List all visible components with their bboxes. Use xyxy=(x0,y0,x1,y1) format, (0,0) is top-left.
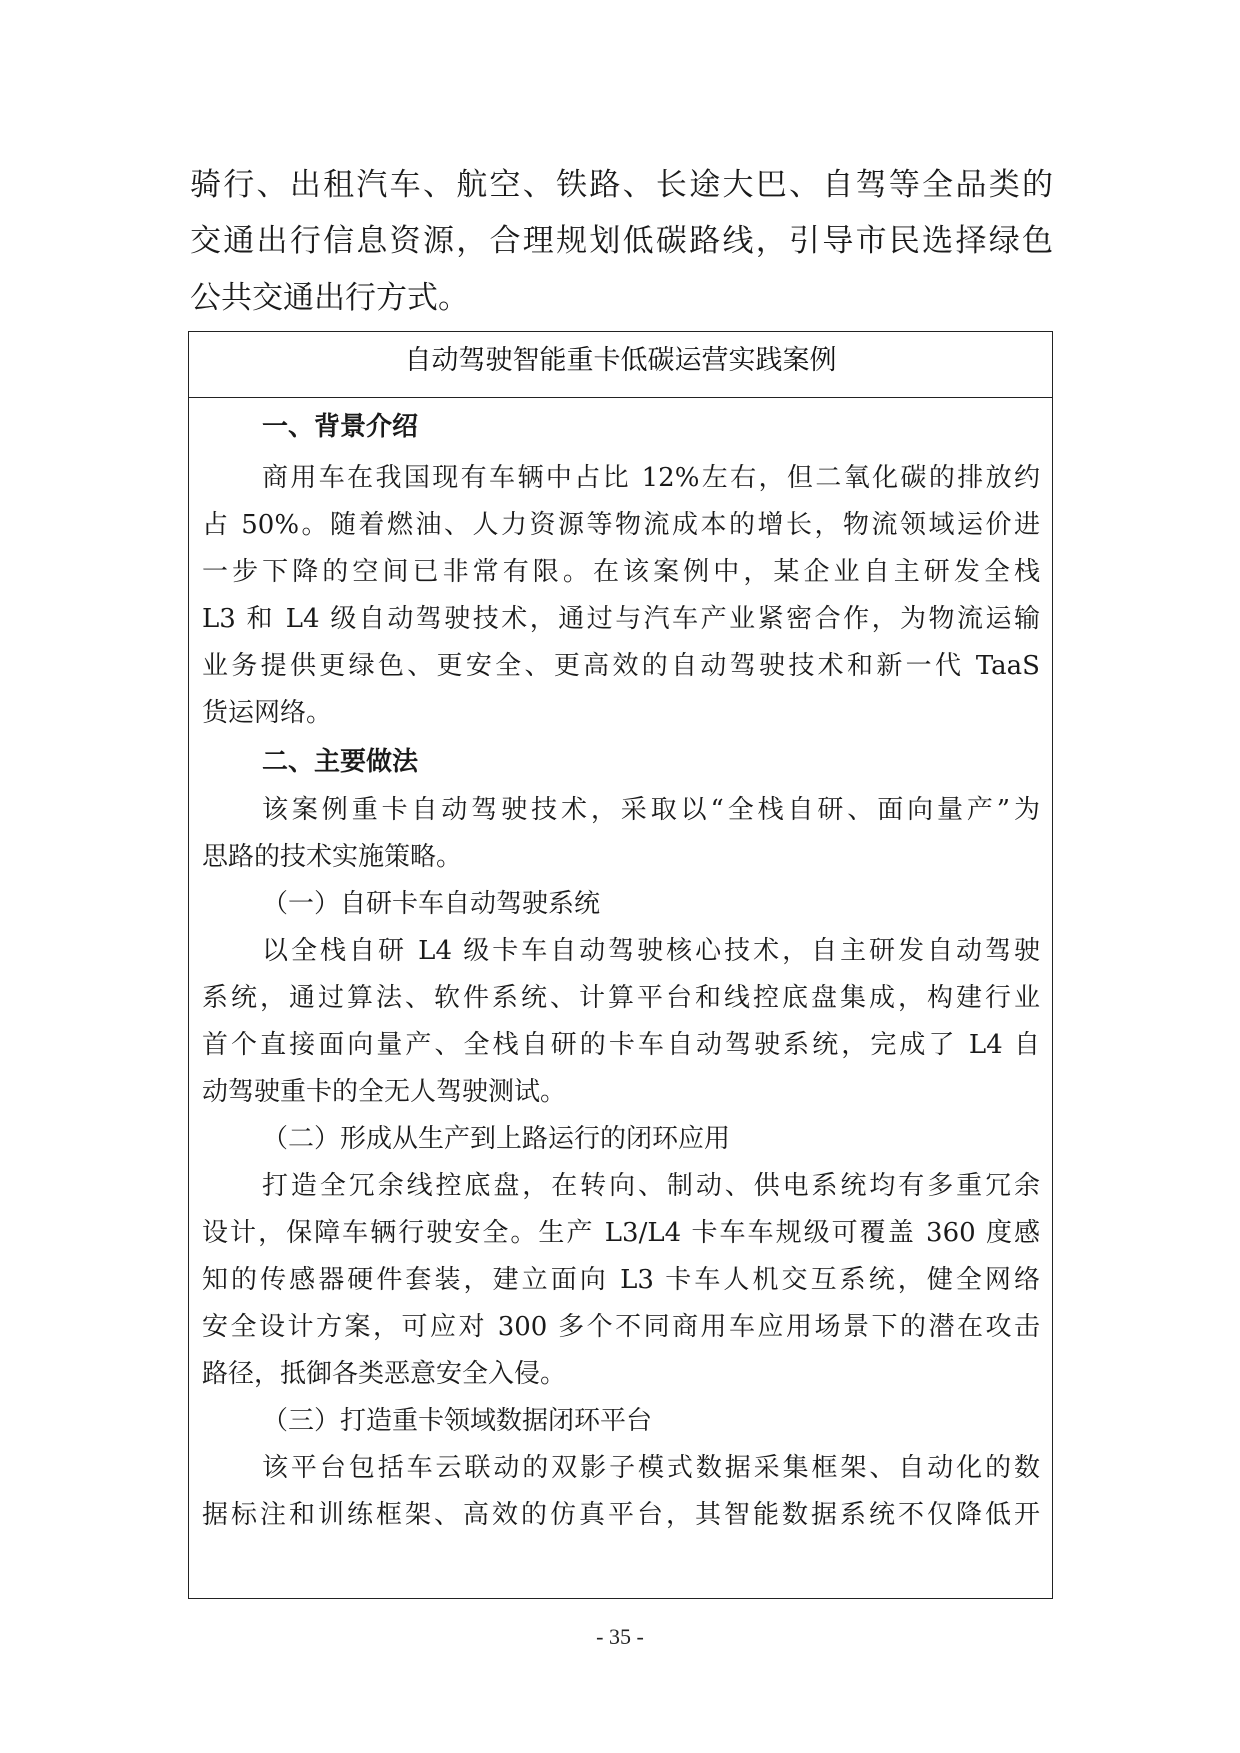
body-line: 路径，抵御各类恶意安全入侵。 xyxy=(202,1359,567,1389)
section-heading-background: 一、背景介绍 xyxy=(262,412,419,442)
body-line: 以全栈自研 L4 级卡车自动驾驶核心技术，自主研发自动驾驶 xyxy=(262,936,1040,966)
subsection-heading: （一）自研卡车自动驾驶系统 xyxy=(262,889,601,919)
body-line: 知的传感器硬件套装，建立面向 L3 卡车人机交互系统，健全网络 xyxy=(202,1265,1040,1295)
body-line: 商用车在我国现有车辆中占比 12%左右，但二氧化碳的排放约 xyxy=(262,463,1040,493)
body-line: 该案例重卡自动驾驶技术，采取以“全栈自研、面向量产”为 xyxy=(262,795,1040,825)
body-line: 据标注和训练框架、高效的仿真平台，其智能数据系统不仅降低开 xyxy=(202,1500,1040,1530)
body-line: 安全设计方案，可应对 300 多个不同商用车应用场景下的潜在攻击 xyxy=(202,1312,1040,1342)
body-line: L3 和 L4 级自动驾驶技术，通过与汽车产业紧密合作，为物流运输 xyxy=(202,604,1040,634)
subsection-heading: （三）打造重卡领域数据闭环平台 xyxy=(262,1406,653,1436)
intro-line: 交通出行信息资源，合理规划低碳路线，引导市民选择绿色 xyxy=(190,223,1053,259)
section-heading-approach: 二、主要做法 xyxy=(262,747,419,777)
subsection-heading: （二）形成从生产到上路运行的闭环应用 xyxy=(262,1124,731,1154)
page-number: - 35 - xyxy=(596,1624,644,1649)
body-line: 设计，保障车辆行驶安全。生产 L3/L4 卡车车规级可覆盖 360 度感 xyxy=(202,1218,1040,1248)
body-line: 货运网络。 xyxy=(202,698,333,728)
case-title-divider xyxy=(188,397,1053,398)
intro-line: 公共交通出行方式。 xyxy=(190,280,469,316)
body-line: 占 50%。随着燃油、人力资源等物流成本的增长，物流领域运价进 xyxy=(202,510,1040,540)
intro-line: 骑行、出租汽车、航空、铁路、长途大巴、自驾等全品类的 xyxy=(190,167,1053,203)
body-line: 业务提供更绿色、更安全、更高效的自动驾驶技术和新一代 TaaS xyxy=(202,651,1040,681)
body-line: 首个直接面向量产、全栈自研的卡车自动驾驶系统，完成了 L4 自 xyxy=(202,1030,1040,1060)
body-line: 思路的技术实施策略。 xyxy=(202,842,463,872)
body-line: 该平台包括车云联动的双影子模式数据采集框架、自动化的数 xyxy=(262,1453,1040,1483)
body-line: 动驾驶重卡的全无人驾驶测试。 xyxy=(202,1077,567,1107)
case-study-title: 自动驾驶智能重卡低碳运营实践案例 xyxy=(404,345,837,376)
body-line: 打造全冗余线控底盘，在转向、制动、供电系统均有多重冗余 xyxy=(262,1171,1040,1201)
body-line: 系统，通过算法、软件系统、计算平台和线控底盘集成，构建行业 xyxy=(202,983,1040,1013)
body-line: 一步下降的空间已非常有限。在该案例中，某企业自主研发全栈 xyxy=(202,557,1040,587)
